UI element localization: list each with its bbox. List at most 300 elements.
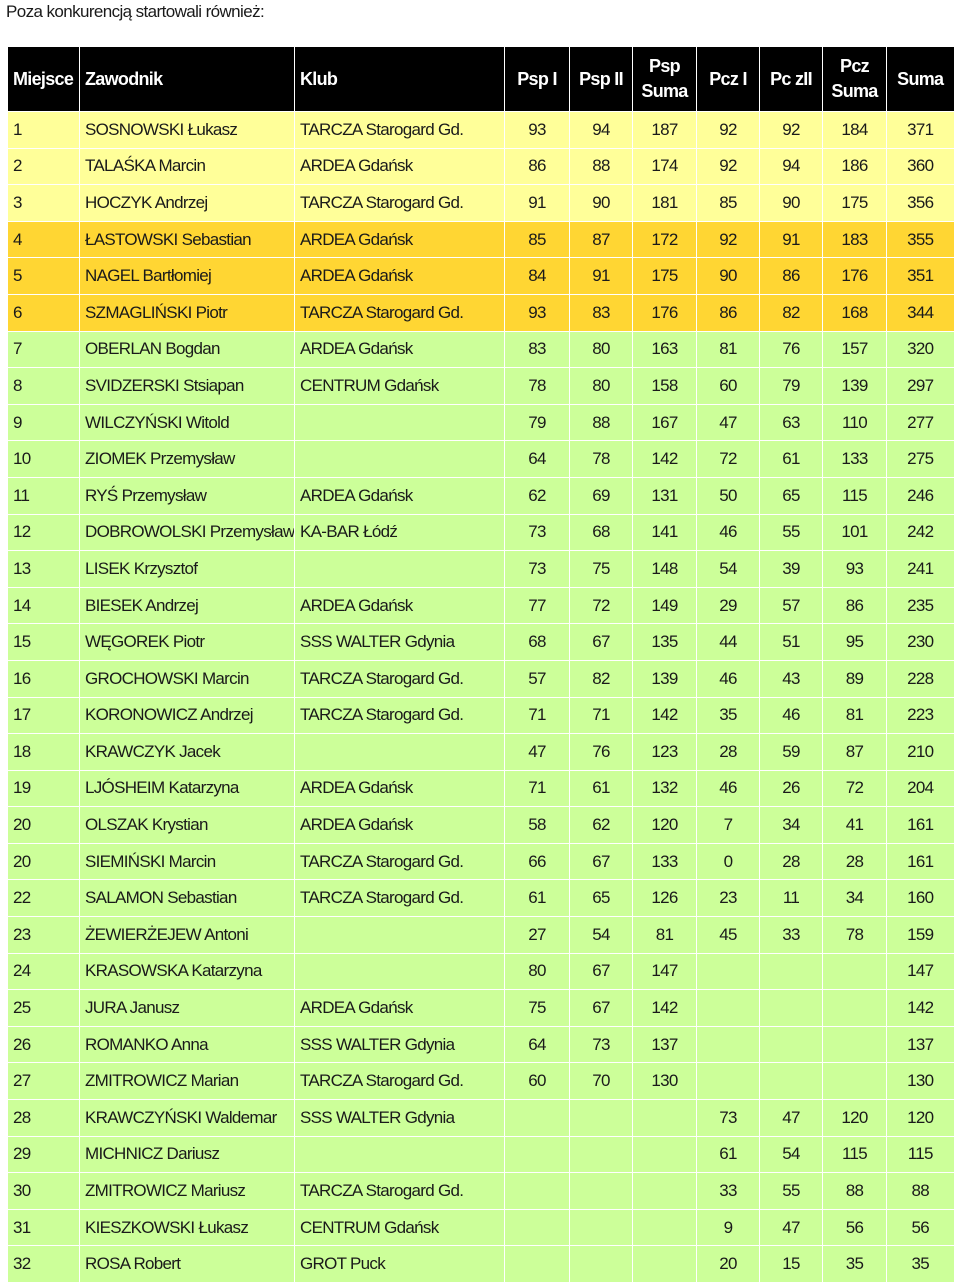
- cell-suma: 56: [887, 1209, 954, 1246]
- table-row[interactable]: [8, 258, 954, 295]
- cell-pcz-2: 82: [760, 294, 823, 331]
- cell-pcz-1: 46: [697, 660, 760, 697]
- cell-competitor: LISEK Krzysztof: [80, 551, 295, 588]
- cell-psp-suma: [633, 1100, 697, 1137]
- cell-suma: 210: [887, 734, 954, 771]
- cell-pcz-1: 45: [697, 917, 760, 954]
- cell-pcz-suma: 72: [823, 770, 887, 807]
- cell-suma: 160: [887, 880, 954, 917]
- cell-psp-1: 86: [505, 148, 570, 185]
- cell-pcz-2: 63: [760, 404, 823, 441]
- cell-club: ARDEA Gdańsk: [295, 587, 505, 624]
- cell-pcz-2: 46: [760, 697, 823, 734]
- cell-pcz-suma: 183: [823, 221, 887, 258]
- cell-pcz-1: 47: [697, 404, 760, 441]
- cell-pcz-suma: 87: [823, 734, 887, 771]
- cell-psp-2: 73: [570, 1026, 633, 1063]
- cell-competitor: HOCZYK Andrzej: [80, 185, 295, 222]
- table-row[interactable]: [8, 953, 954, 990]
- cell-pcz-suma: 41: [823, 807, 887, 844]
- table-row[interactable]: [8, 734, 954, 771]
- cell-place: 14: [8, 587, 80, 624]
- cell-pcz-suma: 86: [823, 587, 887, 624]
- cell-psp-suma: 172: [633, 221, 697, 258]
- cell-pcz-2: 61: [760, 441, 823, 478]
- cell-psp-2: 62: [570, 807, 633, 844]
- cell-pcz-suma: 101: [823, 514, 887, 551]
- cell-psp-2: 72: [570, 587, 633, 624]
- column-header-psp-2[interactable]: Psp II: [570, 47, 633, 112]
- cell-competitor: KRAWCZYK Jacek: [80, 734, 295, 771]
- cell-place: 8: [8, 368, 80, 405]
- cell-club: [295, 404, 505, 441]
- cell-psp-1: 75: [505, 990, 570, 1027]
- cell-psp-suma: 131: [633, 477, 697, 514]
- cell-psp-1: 61: [505, 880, 570, 917]
- table-row[interactable]: [8, 477, 954, 514]
- cell-pcz-suma: [823, 990, 887, 1027]
- table-row[interactable]: [8, 441, 954, 478]
- cell-psp-suma: 163: [633, 331, 697, 368]
- cell-pcz-suma: 81: [823, 697, 887, 734]
- cell-psp-2: 65: [570, 880, 633, 917]
- cell-competitor: LJÓSHEIM Katarzyna: [80, 770, 295, 807]
- cell-psp-suma: 142: [633, 441, 697, 478]
- cell-psp-suma: 123: [633, 734, 697, 771]
- cell-pcz-2: 26: [760, 770, 823, 807]
- cell-pcz-1: 92: [697, 148, 760, 185]
- cell-psp-1: 71: [505, 770, 570, 807]
- cell-club: SSS WALTER Gdynia: [295, 1100, 505, 1137]
- cell-psp-suma: 132: [633, 770, 697, 807]
- table-row[interactable]: [8, 1063, 954, 1100]
- table-row[interactable]: [8, 368, 954, 405]
- table-row[interactable]: [8, 880, 954, 917]
- cell-psp-suma: 147: [633, 953, 697, 990]
- cell-psp-1: 62: [505, 477, 570, 514]
- cell-club: TARCZA Starogard Gd.: [295, 112, 505, 149]
- cell-competitor: SZMAGLIŃSKI Piotr: [80, 294, 295, 331]
- cell-pcz-suma: 93: [823, 551, 887, 588]
- cell-club: ARDEA Gdańsk: [295, 221, 505, 258]
- cell-competitor: ŻEWIERŻEJEW Antoni: [80, 917, 295, 954]
- cell-competitor: OLSZAK Krystian: [80, 807, 295, 844]
- cell-psp-suma: 120: [633, 807, 697, 844]
- cell-psp-2: 67: [570, 624, 633, 661]
- cell-competitor: WILCZYŃSKI Witold: [80, 404, 295, 441]
- cell-competitor: KRAWCZYŃSKI Waldemar: [80, 1100, 295, 1137]
- cell-psp-2: 87: [570, 221, 633, 258]
- table-row[interactable]: [8, 551, 954, 588]
- cell-club: TARCZA Starogard Gd.: [295, 185, 505, 222]
- cell-suma: 147: [887, 953, 954, 990]
- table-row[interactable]: [8, 331, 954, 368]
- cell-pcz-suma: 78: [823, 917, 887, 954]
- cell-suma: 351: [887, 258, 954, 295]
- cell-pcz-2: 55: [760, 514, 823, 551]
- table-row[interactable]: [8, 770, 954, 807]
- cell-psp-1: 47: [505, 734, 570, 771]
- cell-competitor: SVIDZERSKI Stsiapan: [80, 368, 295, 405]
- table-row[interactable]: [8, 514, 954, 551]
- cell-competitor: ROSA Robert: [80, 1246, 295, 1283]
- cell-suma: 355: [887, 221, 954, 258]
- table-row[interactable]: [8, 404, 954, 441]
- cell-place: 19: [8, 770, 80, 807]
- table-row[interactable]: [8, 990, 954, 1027]
- cell-club: [295, 734, 505, 771]
- cell-pcz-1: 92: [697, 221, 760, 258]
- column-header-pcz-1[interactable]: Pcz I: [697, 47, 760, 112]
- cell-psp-1: [505, 1246, 570, 1283]
- cell-psp-1: 58: [505, 807, 570, 844]
- cell-psp-2: 88: [570, 148, 633, 185]
- cell-club: [295, 917, 505, 954]
- cell-psp-1: 64: [505, 441, 570, 478]
- cell-club: TARCZA Starogard Gd.: [295, 697, 505, 734]
- cell-place: 25: [8, 990, 80, 1027]
- cell-pcz-1: [697, 990, 760, 1027]
- cell-pcz-suma: [823, 1063, 887, 1100]
- cell-pcz-2: 47: [760, 1100, 823, 1137]
- cell-psp-1: 93: [505, 112, 570, 149]
- cell-pcz-1: 60: [697, 368, 760, 405]
- cell-pcz-2: 39: [760, 551, 823, 588]
- table-row[interactable]: [8, 1136, 954, 1173]
- cell-pcz-suma: 110: [823, 404, 887, 441]
- cell-psp-2: 67: [570, 843, 633, 880]
- cell-suma: 242: [887, 514, 954, 551]
- cell-psp-1: 64: [505, 1026, 570, 1063]
- cell-pcz-suma: 120: [823, 1100, 887, 1137]
- cell-suma: 159: [887, 917, 954, 954]
- cell-place: 22: [8, 880, 80, 917]
- cell-suma: 277: [887, 404, 954, 441]
- cell-club: TARCZA Starogard Gd.: [295, 1063, 505, 1100]
- cell-place: 9: [8, 404, 80, 441]
- cell-suma: 228: [887, 660, 954, 697]
- cell-psp-suma: 81: [633, 917, 697, 954]
- cell-place: 18: [8, 734, 80, 771]
- cell-pcz-1: 81: [697, 331, 760, 368]
- table-row[interactable]: [8, 624, 954, 661]
- cell-place: 13: [8, 551, 80, 588]
- cell-psp-2: [570, 1136, 633, 1173]
- cell-place: 17: [8, 697, 80, 734]
- cell-psp-suma: 141: [633, 514, 697, 551]
- cell-club: ARDEA Gdańsk: [295, 331, 505, 368]
- cell-pcz-1: 46: [697, 514, 760, 551]
- cell-club: ARDEA Gdańsk: [295, 477, 505, 514]
- cell-place: 20: [8, 843, 80, 880]
- cell-psp-suma: 148: [633, 551, 697, 588]
- cell-psp-1: 78: [505, 368, 570, 405]
- cell-pcz-suma: 95: [823, 624, 887, 661]
- table-row[interactable]: [8, 917, 954, 954]
- cell-psp-1: 71: [505, 697, 570, 734]
- cell-club: KA-BAR Łódź: [295, 514, 505, 551]
- table-row[interactable]: [8, 697, 954, 734]
- cell-competitor: KRASOWSKA Katarzyna: [80, 953, 295, 990]
- cell-club: GROT Puck: [295, 1246, 505, 1283]
- cell-competitor: RYŚ Przemysław: [80, 477, 295, 514]
- cell-pcz-1: 92: [697, 112, 760, 149]
- cell-suma: 344: [887, 294, 954, 331]
- cell-psp-suma: 174: [633, 148, 697, 185]
- cell-pcz-suma: 175: [823, 185, 887, 222]
- cell-psp-suma: 149: [633, 587, 697, 624]
- cell-pcz-suma: 139: [823, 368, 887, 405]
- cell-place: 3: [8, 185, 80, 222]
- cell-club: ARDEA Gdańsk: [295, 990, 505, 1027]
- cell-psp-2: 69: [570, 477, 633, 514]
- table-row[interactable]: [8, 660, 954, 697]
- cell-psp-1: 80: [505, 953, 570, 990]
- table-row[interactable]: [8, 1026, 954, 1063]
- cell-pcz-suma: 35: [823, 1246, 887, 1283]
- cell-club: ARDEA Gdańsk: [295, 770, 505, 807]
- cell-psp-1: 60: [505, 1063, 570, 1100]
- cell-suma: 161: [887, 807, 954, 844]
- cell-psp-suma: 137: [633, 1026, 697, 1063]
- table-row[interactable]: [8, 843, 954, 880]
- cell-suma: 35: [887, 1246, 954, 1283]
- cell-psp-1: 77: [505, 587, 570, 624]
- cell-pcz-suma: 186: [823, 148, 887, 185]
- cell-pcz-2: 59: [760, 734, 823, 771]
- cell-club: [295, 1136, 505, 1173]
- cell-pcz-suma: 115: [823, 1136, 887, 1173]
- column-header-pcz-2[interactable]: Pc zII: [760, 47, 823, 112]
- cell-suma: 204: [887, 770, 954, 807]
- cell-psp-2: 54: [570, 917, 633, 954]
- cell-pcz-2: 54: [760, 1136, 823, 1173]
- cell-place: 30: [8, 1173, 80, 1210]
- cell-club: [295, 441, 505, 478]
- cell-competitor: SOSNOWSKI Łukasz: [80, 112, 295, 149]
- cell-pcz-2: 94: [760, 148, 823, 185]
- cell-psp-suma: [633, 1246, 697, 1283]
- cell-competitor: OBERLAN Bogdan: [80, 331, 295, 368]
- cell-pcz-1: 86: [697, 294, 760, 331]
- cell-suma: 356: [887, 185, 954, 222]
- cell-competitor: ZIOMEK Przemysław: [80, 441, 295, 478]
- table-row[interactable]: [8, 294, 954, 331]
- cell-psp-2: 94: [570, 112, 633, 149]
- cell-place: 20: [8, 807, 80, 844]
- cell-pcz-2: [760, 1063, 823, 1100]
- cell-psp-2: 76: [570, 734, 633, 771]
- cell-place: 15: [8, 624, 80, 661]
- cell-psp-1: 93: [505, 294, 570, 331]
- cell-psp-1: 84: [505, 258, 570, 295]
- cell-psp-suma: 175: [633, 258, 697, 295]
- cell-psp-suma: 130: [633, 1063, 697, 1100]
- cell-pcz-suma: [823, 953, 887, 990]
- cell-pcz-1: 28: [697, 734, 760, 771]
- cell-psp-2: 61: [570, 770, 633, 807]
- cell-competitor: WĘGOREK Piotr: [80, 624, 295, 661]
- cell-pcz-1: 72: [697, 441, 760, 478]
- cell-psp-1: 57: [505, 660, 570, 697]
- cell-suma: 88: [887, 1173, 954, 1210]
- cell-pcz-2: 76: [760, 331, 823, 368]
- cell-pcz-2: 91: [760, 221, 823, 258]
- cell-competitor: SIEMIŃSKI Marcin: [80, 843, 295, 880]
- cell-pcz-2: [760, 1026, 823, 1063]
- cell-competitor: NAGEL Bartłomiej: [80, 258, 295, 295]
- cell-psp-suma: 167: [633, 404, 697, 441]
- cell-pcz-1: [697, 1063, 760, 1100]
- cell-competitor: JURA Janusz: [80, 990, 295, 1027]
- cell-pcz-suma: [823, 1026, 887, 1063]
- cell-pcz-suma: 34: [823, 880, 887, 917]
- table-row[interactable]: [8, 148, 954, 185]
- cell-suma: 137: [887, 1026, 954, 1063]
- cell-place: 29: [8, 1136, 80, 1173]
- cell-pcz-2: 92: [760, 112, 823, 149]
- cell-pcz-1: [697, 1026, 760, 1063]
- cell-pcz-1: 9: [697, 1209, 760, 1246]
- cell-pcz-suma: 88: [823, 1173, 887, 1210]
- table-row[interactable]: [8, 1246, 954, 1283]
- cell-club: ARDEA Gdańsk: [295, 148, 505, 185]
- cell-pcz-1: 23: [697, 880, 760, 917]
- cell-suma: 161: [887, 843, 954, 880]
- cell-pcz-1: 33: [697, 1173, 760, 1210]
- cell-place: 32: [8, 1246, 80, 1283]
- cell-psp-suma: 142: [633, 697, 697, 734]
- cell-pcz-2: 34: [760, 807, 823, 844]
- cell-psp-2: [570, 1100, 633, 1137]
- cell-pcz-2: [760, 990, 823, 1027]
- cell-psp-2: 67: [570, 990, 633, 1027]
- cell-competitor: KIESZKOWSKI Łukasz: [80, 1209, 295, 1246]
- cell-pcz-2: 51: [760, 624, 823, 661]
- column-header-zawodnik[interactable]: Zawodnik: [80, 47, 295, 112]
- cell-psp-2: 83: [570, 294, 633, 331]
- cell-pcz-suma: 176: [823, 258, 887, 295]
- cell-pcz-2: 79: [760, 368, 823, 405]
- cell-suma: 360: [887, 148, 954, 185]
- cell-psp-suma: 135: [633, 624, 697, 661]
- cell-place: 6: [8, 294, 80, 331]
- cell-suma: 371: [887, 112, 954, 149]
- column-header-psp-suma[interactable]: Psp Suma: [633, 47, 697, 112]
- table-row[interactable]: [8, 185, 954, 222]
- cell-competitor: DOBROWOLSKI Przemysław: [80, 514, 295, 551]
- cell-psp-2: 80: [570, 368, 633, 405]
- cell-pcz-2: 47: [760, 1209, 823, 1246]
- table-row[interactable]: [8, 1173, 954, 1210]
- cell-competitor: SALAMON Sebastian: [80, 880, 295, 917]
- cell-place: 1: [8, 112, 80, 149]
- cell-pcz-1: 90: [697, 258, 760, 295]
- cell-psp-1: 66: [505, 843, 570, 880]
- cell-club: TARCZA Starogard Gd.: [295, 843, 505, 880]
- cell-club: TARCZA Starogard Gd.: [295, 294, 505, 331]
- cell-pcz-1: 29: [697, 587, 760, 624]
- cell-psp-1: 85: [505, 221, 570, 258]
- cell-psp-suma: 187: [633, 112, 697, 149]
- cell-psp-2: 91: [570, 258, 633, 295]
- cell-club: ARDEA Gdańsk: [295, 807, 505, 844]
- cell-competitor: KORONOWICZ Andrzej: [80, 697, 295, 734]
- cell-place: 5: [8, 258, 80, 295]
- cell-pcz-suma: 168: [823, 294, 887, 331]
- cell-pcz-suma: 115: [823, 477, 887, 514]
- cell-psp-suma: 176: [633, 294, 697, 331]
- table-row[interactable]: [8, 1209, 954, 1246]
- cell-psp-2: 68: [570, 514, 633, 551]
- table-body: [8, 112, 954, 1283]
- cell-pcz-1: 35: [697, 697, 760, 734]
- cell-pcz-suma: 157: [823, 331, 887, 368]
- header-row: [8, 47, 954, 112]
- cell-competitor: ROMANKO Anna: [80, 1026, 295, 1063]
- cell-psp-2: 71: [570, 697, 633, 734]
- cell-club: TARCZA Starogard Gd.: [295, 1173, 505, 1210]
- cell-place: 7: [8, 331, 80, 368]
- cell-psp-2: 67: [570, 953, 633, 990]
- cell-pcz-1: 46: [697, 770, 760, 807]
- cell-psp-1: [505, 1209, 570, 1246]
- table-row[interactable]: [8, 807, 954, 844]
- column-header-pcz-suma[interactable]: Pcz Suma: [823, 47, 887, 112]
- table-row[interactable]: [8, 221, 954, 258]
- cell-psp-suma: [633, 1136, 697, 1173]
- cell-club: TARCZA Starogard Gd.: [295, 660, 505, 697]
- cell-psp-2: 82: [570, 660, 633, 697]
- column-header-miejsce[interactable]: Miejsce: [8, 47, 80, 112]
- column-header-suma[interactable]: Suma: [887, 47, 954, 112]
- cell-place: 10: [8, 441, 80, 478]
- cell-pcz-1: 7: [697, 807, 760, 844]
- cell-psp-suma: 139: [633, 660, 697, 697]
- cell-psp-2: [570, 1246, 633, 1283]
- table-row[interactable]: [8, 112, 954, 149]
- cell-psp-1: 73: [505, 514, 570, 551]
- cell-pcz-1: 20: [697, 1246, 760, 1283]
- cell-suma: 142: [887, 990, 954, 1027]
- cell-suma: 223: [887, 697, 954, 734]
- cell-suma: 241: [887, 551, 954, 588]
- cell-club: SSS WALTER Gdynia: [295, 624, 505, 661]
- cell-pcz-1: 44: [697, 624, 760, 661]
- cell-psp-1: 91: [505, 185, 570, 222]
- cell-psp-2: 88: [570, 404, 633, 441]
- cell-competitor: GROCHOWSKI Marcin: [80, 660, 295, 697]
- cell-psp-2: [570, 1173, 633, 1210]
- cell-suma: 130: [887, 1063, 954, 1100]
- table-row[interactable]: [8, 587, 954, 624]
- cell-psp-suma: 181: [633, 185, 697, 222]
- cell-pcz-2: 43: [760, 660, 823, 697]
- column-header-psp-1[interactable]: Psp I: [505, 47, 570, 112]
- cell-place: 4: [8, 221, 80, 258]
- cell-pcz-1: 54: [697, 551, 760, 588]
- cell-suma: 297: [887, 368, 954, 405]
- cell-psp-2: 90: [570, 185, 633, 222]
- table-row[interactable]: [8, 1100, 954, 1137]
- cell-psp-1: [505, 1100, 570, 1137]
- cell-psp-suma: 133: [633, 843, 697, 880]
- cell-pcz-2: 33: [760, 917, 823, 954]
- cell-pcz-1: 61: [697, 1136, 760, 1173]
- cell-competitor: MICHNICZ Dariusz: [80, 1136, 295, 1173]
- column-header-klub[interactable]: Klub: [295, 47, 505, 112]
- cell-psp-1: [505, 1173, 570, 1210]
